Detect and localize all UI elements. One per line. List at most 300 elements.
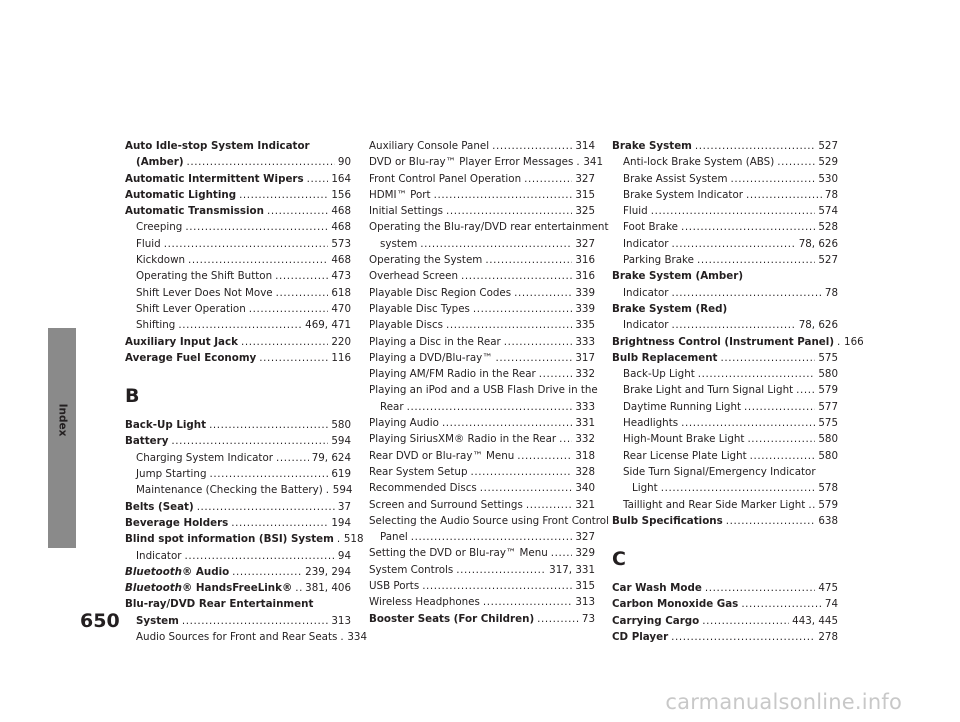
index-entry bbox=[125, 187, 351, 203]
entry-term: Fluid bbox=[623, 205, 648, 218]
entry-term: Operating the Shift Button bbox=[136, 270, 273, 283]
leader-dots bbox=[185, 548, 335, 564]
entry-term: Playable Disc Region Codes bbox=[369, 286, 512, 299]
index-subentry bbox=[369, 448, 595, 464]
index-subentry bbox=[612, 187, 838, 203]
entry-term: Automatic Lighting bbox=[125, 188, 237, 201]
entry-pages[interactable]: 580 bbox=[818, 433, 838, 446]
index-subentry bbox=[369, 252, 595, 268]
entry-pages[interactable]: 74 bbox=[824, 598, 838, 611]
entry-term: Operating the Blu-ray/DVD rear entertainment bbox=[369, 221, 609, 234]
entry-term: Kickdown bbox=[136, 254, 186, 267]
index-entry bbox=[125, 499, 351, 515]
entry-term: Rear System Setup bbox=[369, 465, 468, 478]
leader-dots bbox=[705, 580, 816, 596]
leader-dots bbox=[232, 564, 302, 580]
entry-term: Battery bbox=[125, 435, 169, 448]
entry-pages[interactable]: 527 bbox=[818, 140, 838, 152]
index-subentry bbox=[369, 399, 595, 415]
leader-dots bbox=[671, 629, 815, 645]
entry-term: Daytime Running Light bbox=[623, 400, 742, 413]
entry-term: Parking Brake bbox=[623, 254, 694, 267]
index-subentry bbox=[369, 415, 595, 431]
entry-pages[interactable]: 333 bbox=[575, 400, 595, 413]
index-entry bbox=[125, 203, 351, 219]
entry-pages[interactable]: 331 bbox=[575, 417, 595, 430]
entry-pages[interactable]: 475 bbox=[818, 582, 838, 595]
entry-pages[interactable]: 328 bbox=[575, 465, 595, 478]
leader-dots bbox=[446, 203, 572, 219]
leader-dots bbox=[340, 629, 344, 645]
entry-pages[interactable]: 278 bbox=[818, 631, 838, 644]
index-subentry bbox=[125, 466, 351, 482]
entry-term: Anti-lock Brake System (ABS) bbox=[623, 156, 775, 169]
entry-pages[interactable]: 321 bbox=[575, 498, 595, 511]
watermark: carmanualsonline.info bbox=[665, 690, 902, 714]
index-subentry bbox=[612, 448, 838, 464]
leader-dots bbox=[746, 187, 822, 203]
entry-term: Brake System (Amber) bbox=[612, 270, 744, 283]
leader-dots bbox=[307, 171, 329, 187]
index-entry bbox=[612, 513, 838, 529]
entry-pages[interactable]: 78 bbox=[824, 286, 838, 299]
entry-pages[interactable]: 315 bbox=[575, 188, 595, 201]
entry-term: Screen and Surround Settings bbox=[369, 498, 523, 511]
entry-pages[interactable]: 315 bbox=[575, 580, 595, 593]
entry-pages[interactable]: 317, 331 bbox=[549, 563, 595, 576]
entry-pages[interactable]: 166 bbox=[844, 335, 864, 348]
entry-pages[interactable]: 579 bbox=[818, 498, 838, 511]
entry-pages[interactable]: 329 bbox=[575, 547, 595, 560]
index-side-label: Index bbox=[56, 403, 69, 437]
index-entry bbox=[125, 531, 364, 547]
index-subentry bbox=[125, 154, 351, 170]
leader-dots bbox=[537, 611, 579, 627]
leader-dots bbox=[731, 171, 816, 187]
leader-dots bbox=[695, 138, 815, 154]
entry-pages[interactable]: 73 bbox=[581, 612, 595, 625]
index-entry bbox=[125, 350, 351, 366]
index-subentry bbox=[369, 578, 595, 594]
entry-pages[interactable]: 518 bbox=[343, 533, 364, 546]
entry-term: USB Ports bbox=[369, 580, 420, 593]
index-entry bbox=[125, 171, 351, 187]
entry-term: Maintenance (Checking the Battery) bbox=[136, 484, 323, 497]
leader-dots bbox=[808, 497, 815, 513]
leader-dots bbox=[209, 466, 328, 482]
entry-pages[interactable]: 316 bbox=[575, 270, 595, 283]
leader-dots bbox=[420, 236, 572, 252]
index-subentry bbox=[369, 562, 595, 578]
entry-pages[interactable]: 340 bbox=[575, 482, 595, 495]
leader-dots bbox=[551, 545, 573, 561]
entry-pages[interactable]: 527 bbox=[818, 254, 838, 267]
index-column-3 bbox=[612, 138, 864, 645]
entry-pages[interactable]: 339 bbox=[575, 302, 595, 315]
index-subentry bbox=[125, 301, 351, 317]
leader-dots bbox=[698, 366, 816, 382]
leader-dots bbox=[559, 431, 572, 447]
entry-pages[interactable]: 313 bbox=[575, 596, 595, 609]
entry-term: Carbon Monoxide Gas bbox=[612, 598, 739, 611]
leader-dots bbox=[747, 431, 815, 447]
entry-term: Operating the System bbox=[369, 254, 483, 267]
entry-pages[interactable]: 579 bbox=[818, 384, 838, 397]
entry-pages[interactable]: 578 bbox=[818, 482, 838, 495]
entry-term: Indicator bbox=[623, 319, 669, 332]
leader-dots bbox=[661, 480, 816, 496]
entry-pages[interactable]: 78, 626 bbox=[798, 319, 838, 332]
entry-pages[interactable]: 325 bbox=[575, 205, 595, 218]
entry-pages[interactable]: 327 bbox=[575, 531, 595, 544]
leader-dots bbox=[485, 252, 572, 268]
index-subentry bbox=[369, 203, 595, 219]
leader-dots bbox=[209, 417, 328, 433]
leader-dots bbox=[726, 513, 816, 529]
index-subentry bbox=[369, 529, 595, 545]
index-subentry bbox=[612, 431, 838, 447]
index-subentry bbox=[369, 497, 595, 513]
entry-pages[interactable]: 575 bbox=[818, 351, 838, 364]
entry-pages[interactable]: 577 bbox=[818, 400, 838, 413]
entry-term: Indicator bbox=[623, 286, 669, 299]
entry-term: Shift Lever Operation bbox=[136, 302, 246, 315]
entry-term: Brake System Indicator bbox=[623, 188, 743, 201]
leader-dots bbox=[517, 448, 572, 464]
leader-dots bbox=[496, 350, 573, 366]
index-entry bbox=[125, 515, 351, 531]
index-entry bbox=[125, 564, 351, 580]
leader-dots bbox=[473, 301, 572, 317]
entry-term: DVD or Blu-ray™ Player Error Messages bbox=[369, 156, 574, 169]
leader-dots bbox=[504, 334, 573, 350]
leader-dots bbox=[514, 285, 572, 301]
entry-term: Brake Assist System bbox=[623, 172, 728, 185]
index-subentry bbox=[612, 203, 838, 219]
entry-term: Recommended Discs bbox=[369, 482, 477, 495]
leader-dots bbox=[239, 187, 328, 203]
index-subentry bbox=[125, 252, 351, 268]
leader-dots bbox=[259, 350, 328, 366]
leader-dots bbox=[720, 350, 815, 366]
index-entry bbox=[612, 268, 838, 284]
leader-dots bbox=[178, 317, 302, 333]
entry-pages[interactable]: 79, 624 bbox=[311, 451, 351, 464]
leader-dots bbox=[672, 317, 796, 333]
leader-dots bbox=[422, 578, 572, 594]
entry-term: Shift Lever Does Not Move bbox=[136, 286, 273, 299]
entry-term: (Amber) bbox=[136, 156, 184, 169]
index-subentry bbox=[369, 268, 595, 284]
entry-term: Bulb Specifications bbox=[612, 514, 723, 527]
index-entry bbox=[612, 613, 838, 629]
leader-dots bbox=[470, 464, 572, 480]
index-subentry bbox=[369, 317, 595, 333]
leader-dots bbox=[777, 154, 815, 170]
entry-term: Car Wash Mode bbox=[612, 582, 702, 595]
entry-term: Taillight and Rear Side Marker Light bbox=[623, 498, 806, 511]
entry-pages[interactable]: 318 bbox=[575, 449, 595, 462]
index-subentry bbox=[369, 138, 595, 154]
entry-term: Belts (Seat) bbox=[125, 500, 194, 513]
entry-term: Side Turn Signal/Emergency Indicator bbox=[623, 465, 816, 478]
index-entry bbox=[612, 580, 838, 596]
leader-dots bbox=[249, 301, 329, 317]
index-subentry bbox=[369, 382, 598, 398]
entry-pages[interactable]: 156 bbox=[331, 188, 351, 201]
entry-pages[interactable]: 332 bbox=[575, 433, 595, 446]
entry-pages[interactable]: 618 bbox=[331, 286, 351, 299]
leader-dots bbox=[276, 450, 309, 466]
entry-pages[interactable]: 594 bbox=[331, 435, 351, 448]
entry-pages[interactable]: 239, 294 bbox=[305, 565, 351, 578]
leader-dots bbox=[539, 366, 573, 382]
index-entry bbox=[125, 334, 351, 350]
leader-dots bbox=[483, 594, 572, 610]
entry-pages[interactable]: 78, 626 bbox=[798, 237, 838, 250]
entry-term: Auxiliary Console Panel bbox=[369, 140, 490, 152]
entry-term: Brake Light and Turn Signal Light bbox=[623, 384, 794, 397]
index-subentry bbox=[369, 366, 595, 382]
entry-pages[interactable]: 580 bbox=[818, 368, 838, 381]
page-number: 650 bbox=[80, 610, 120, 632]
entry-term: Front Control Panel Operation bbox=[369, 172, 522, 185]
entry-term: High-Mount Brake Light bbox=[623, 433, 745, 446]
entry-pages[interactable]: 468 bbox=[331, 221, 351, 234]
leader-dots bbox=[681, 219, 815, 235]
entry-pages[interactable]: 575 bbox=[818, 417, 838, 430]
entry-pages[interactable]: 314 bbox=[575, 140, 595, 152]
entry-term: Automatic Transmission bbox=[125, 205, 264, 218]
leader-dots bbox=[741, 596, 822, 612]
entry-term: Average Fuel Economy bbox=[125, 351, 257, 364]
index-subentry bbox=[369, 480, 595, 496]
leader-dots bbox=[434, 187, 573, 203]
index-subentry bbox=[612, 399, 838, 415]
entry-term: HDMI™ Port bbox=[369, 188, 431, 201]
index-subentry bbox=[612, 219, 838, 235]
entry-pages[interactable]: 381, 406 bbox=[305, 582, 351, 595]
index-subentry bbox=[369, 301, 595, 317]
entry-pages[interactable]: 341 bbox=[583, 156, 604, 169]
leader-dots bbox=[275, 268, 328, 284]
index-subentry bbox=[612, 236, 838, 252]
index-subentry bbox=[125, 548, 351, 564]
leader-dots bbox=[461, 268, 572, 284]
entry-pages[interactable]: 317 bbox=[575, 351, 595, 364]
leader-dots bbox=[411, 529, 573, 545]
entry-term: Indicator bbox=[136, 549, 182, 562]
entry-pages[interactable]: 327 bbox=[575, 172, 595, 185]
entry-term: Charging System Indicator bbox=[136, 451, 273, 464]
leader-dots bbox=[442, 415, 572, 431]
leader-dots bbox=[197, 499, 335, 515]
entry-term: Panel bbox=[380, 531, 408, 544]
entry-term: Shifting bbox=[136, 319, 176, 332]
entry-term: Blu-ray/DVD Rear Entertainment bbox=[125, 598, 314, 611]
entry-pages[interactable]: 619 bbox=[331, 468, 351, 481]
entry-term: Foot Brake bbox=[623, 221, 679, 234]
index-subentry bbox=[125, 450, 351, 466]
entry-term: Beverage Holders bbox=[125, 516, 229, 529]
leader-dots bbox=[407, 399, 573, 415]
index-entry bbox=[612, 629, 838, 645]
leader-dots bbox=[837, 334, 841, 350]
entry-pages[interactable]: 90 bbox=[337, 156, 351, 169]
entry-pages[interactable]: 78 bbox=[824, 188, 838, 201]
leader-dots bbox=[524, 171, 572, 187]
entry-pages[interactable]: 116 bbox=[331, 351, 351, 364]
leader-dots bbox=[796, 382, 815, 398]
leader-dots bbox=[672, 285, 822, 301]
entry-term: Bluetooth® HandsFreeLink® bbox=[125, 582, 293, 595]
index-entry bbox=[125, 138, 351, 154]
entry-term: Fluid bbox=[136, 237, 161, 250]
entry-pages[interactable]: 574 bbox=[818, 205, 838, 218]
entry-term: Indicator bbox=[623, 237, 669, 250]
index-subentry bbox=[369, 236, 595, 252]
entry-term: Jump Starting bbox=[136, 468, 207, 481]
leader-dots bbox=[702, 613, 789, 629]
entry-pages[interactable]: 94 bbox=[337, 549, 351, 562]
index-subentry bbox=[369, 334, 595, 350]
entry-pages[interactable]: 164 bbox=[331, 172, 351, 185]
entry-pages[interactable]: 37 bbox=[337, 500, 351, 513]
entry-term: Light bbox=[632, 482, 658, 495]
entry-pages[interactable]: 470 bbox=[331, 302, 351, 315]
index-subentry bbox=[612, 497, 838, 513]
entry-pages[interactable]: 573 bbox=[331, 237, 351, 250]
leader-dots bbox=[295, 580, 302, 596]
entry-pages[interactable]: 528 bbox=[818, 221, 838, 234]
entry-pages[interactable]: 333 bbox=[575, 335, 595, 348]
leader-dots bbox=[231, 515, 328, 531]
entry-pages[interactable]: 530 bbox=[818, 172, 838, 185]
index-subentry bbox=[369, 464, 595, 480]
entry-pages[interactable]: 468 bbox=[331, 205, 351, 218]
entry-pages[interactable]: 529 bbox=[818, 156, 838, 169]
leader-dots bbox=[337, 531, 341, 547]
index-subentry bbox=[612, 366, 838, 382]
index-subentry bbox=[369, 187, 595, 203]
entry-pages[interactable]: 580 bbox=[331, 419, 351, 432]
entry-term: Selecting the Audio Source using Front Control bbox=[369, 514, 609, 527]
entry-pages[interactable]: 638 bbox=[818, 514, 838, 527]
leader-dots bbox=[576, 154, 580, 170]
leader-dots bbox=[188, 252, 328, 268]
entry-pages[interactable]: 443, 445 bbox=[792, 614, 838, 627]
leader-dots bbox=[456, 562, 546, 578]
entry-term: Wireless Headphones bbox=[369, 596, 480, 609]
leader-dots bbox=[681, 415, 815, 431]
index-subentry bbox=[369, 545, 595, 561]
index-entry bbox=[125, 596, 351, 612]
entry-term: system bbox=[380, 237, 418, 250]
index-entry bbox=[369, 611, 595, 627]
index-subentry bbox=[125, 317, 351, 333]
entry-term: Playable Discs bbox=[369, 319, 443, 332]
entry-pages[interactable]: 473 bbox=[331, 270, 351, 283]
entry-pages[interactable]: 313 bbox=[331, 614, 351, 627]
index-subentry bbox=[369, 350, 595, 366]
index-subentry bbox=[369, 513, 609, 529]
index-subentry bbox=[369, 154, 604, 170]
index-entry bbox=[125, 433, 351, 449]
leader-dots bbox=[697, 252, 815, 268]
entry-pages[interactable]: 316 bbox=[575, 254, 595, 267]
index-subentry bbox=[612, 382, 838, 398]
entry-term: Brightness Control (Instrument Panel) bbox=[612, 335, 835, 348]
index-subentry bbox=[125, 219, 351, 235]
leader-dots bbox=[744, 399, 815, 415]
index-entry bbox=[612, 334, 864, 350]
entry-term: Bulb Replacement bbox=[612, 351, 718, 364]
index-subentry bbox=[369, 431, 595, 447]
entry-term: Playing SiriusXM® Radio in the Rear bbox=[369, 433, 557, 446]
index-subentry bbox=[125, 629, 368, 645]
entry-pages[interactable]: 334 bbox=[347, 631, 368, 644]
entry-term: System Controls bbox=[369, 563, 454, 576]
index-entry bbox=[612, 350, 838, 366]
index-subentry bbox=[612, 252, 838, 268]
entry-term: Brake System (Red) bbox=[612, 302, 728, 315]
entry-pages[interactable]: 468 bbox=[331, 254, 351, 267]
leader-dots bbox=[182, 613, 328, 629]
entry-pages[interactable]: 339 bbox=[575, 286, 595, 299]
leader-dots bbox=[267, 203, 328, 219]
leader-dots bbox=[276, 285, 329, 301]
entry-pages[interactable]: 332 bbox=[575, 368, 595, 381]
entry-term: Creeping bbox=[136, 221, 183, 234]
entry-pages[interactable]: 580 bbox=[818, 449, 838, 462]
entry-term: Audio Sources for Front and Rear Seats bbox=[136, 631, 338, 644]
index-subentry bbox=[125, 268, 351, 284]
index-subentry bbox=[125, 285, 351, 301]
entry-pages[interactable]: 327 bbox=[575, 237, 595, 250]
entry-term: Playing an iPod and a USB Flash Drive in the bbox=[369, 384, 598, 397]
entry-pages[interactable]: 220 bbox=[331, 335, 351, 348]
entry-term: Playing AM/FM Radio in the Rear bbox=[369, 368, 536, 381]
leader-dots bbox=[480, 480, 573, 496]
leader-dots bbox=[446, 317, 572, 333]
entry-term: Headlights bbox=[623, 417, 679, 430]
entry-term: Playing a Disc in the Rear bbox=[369, 335, 501, 348]
leader-dots bbox=[750, 448, 816, 464]
leader-dots bbox=[326, 482, 330, 498]
entry-term: Bluetooth® Audio bbox=[125, 565, 230, 578]
leader-dots bbox=[241, 334, 328, 350]
entry-term: Initial Settings bbox=[369, 205, 443, 218]
entry-term: System bbox=[136, 614, 179, 627]
entry-pages[interactable]: 469, 471 bbox=[305, 319, 351, 332]
entry-pages[interactable]: 335 bbox=[575, 319, 595, 332]
index-column-1 bbox=[125, 138, 368, 645]
index-subentry bbox=[369, 219, 609, 235]
entry-pages[interactable]: 194 bbox=[331, 516, 351, 529]
entry-term: Rear License Plate Light bbox=[623, 449, 747, 462]
entry-term: Rear bbox=[380, 400, 404, 413]
entry-term: Overhead Screen bbox=[369, 270, 458, 283]
leader-dots bbox=[651, 203, 816, 219]
index-column-2 bbox=[369, 138, 609, 627]
index-subentry bbox=[125, 236, 351, 252]
entry-term: Brake System bbox=[612, 140, 692, 152]
section-letter: B bbox=[125, 385, 140, 408]
index-subentry bbox=[125, 613, 351, 629]
entry-term: Carrying Cargo bbox=[612, 614, 700, 627]
index-subentry bbox=[612, 415, 838, 431]
entry-pages[interactable]: 594 bbox=[332, 484, 353, 497]
